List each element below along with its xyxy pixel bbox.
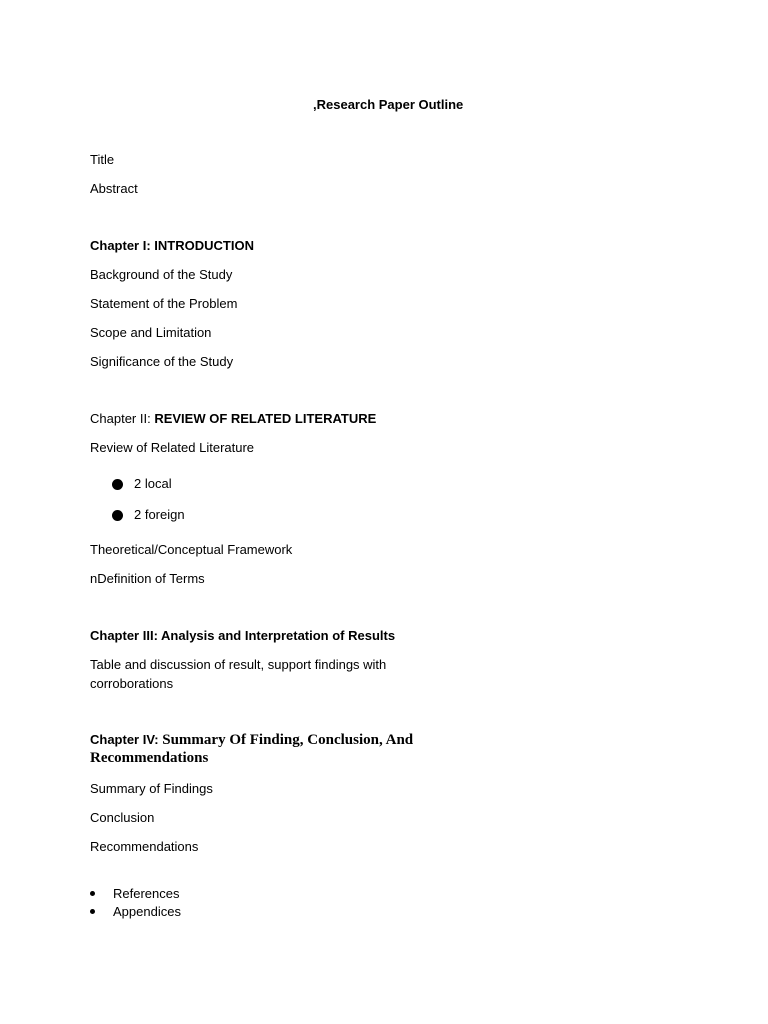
document-title: ,Research Paper Outline	[313, 97, 464, 112]
end-bullet-item: References	[113, 886, 180, 901]
chapter-3-text-line: Table and discussion of result, support findings with	[90, 657, 387, 672]
definition-item: nDefinition of Terms	[90, 571, 205, 586]
chapter-4-item: Summary of Findings	[90, 781, 213, 796]
chapter-3-heading	[90, 626, 395, 645]
bullet-item: 2 local	[134, 476, 172, 491]
chapter-1-item: Significance of the Study	[90, 354, 234, 369]
chapter-1-name: INTRODUCTION	[154, 238, 254, 253]
chapter-2-heading	[90, 409, 376, 428]
bullet-item: 2 foreign	[134, 507, 185, 522]
bullet-icon	[90, 909, 95, 914]
chapter-1-heading	[90, 236, 254, 255]
chapter-4-item: Recommendations	[90, 839, 199, 854]
chapter-3-text-line: corroborations	[90, 676, 174, 691]
chapter-2-label: Chapter II:	[90, 411, 155, 426]
title-item: Title	[90, 152, 115, 167]
chapter-1-item: Background of the Study	[90, 267, 233, 282]
chapter-3-label: Chapter III:	[90, 628, 162, 643]
chapter-4-heading	[90, 730, 413, 750]
end-bullet-item: Appendices	[113, 904, 181, 919]
chapter-1-item: Statement of the Problem	[90, 296, 238, 311]
chapter-4-name: Summary Of Finding, Conclusion, And	[162, 732, 414, 748]
bullet-icon	[90, 891, 95, 896]
framework-item: Theoretical/Conceptual Framework	[90, 542, 293, 557]
chapter-1-item: Scope and Limitation	[90, 325, 212, 340]
chapter-1-label: Chapter I:	[90, 238, 155, 253]
chapter-4-item: Conclusion	[90, 810, 155, 825]
chapter-2-name: REVIEW OF RELATED LITERATURE	[154, 411, 377, 426]
bullet-icon	[112, 479, 123, 490]
abstract-item: Abstract	[90, 181, 138, 196]
chapter-3-name: Analysis and Interpretation of Results	[161, 628, 396, 643]
review-item: Review of Related Literature	[90, 440, 255, 455]
bullet-icon	[112, 510, 123, 521]
chapter-4-name-line: Recommendations	[90, 750, 209, 766]
chapter-4-label: Chapter IV:	[90, 732, 163, 747]
